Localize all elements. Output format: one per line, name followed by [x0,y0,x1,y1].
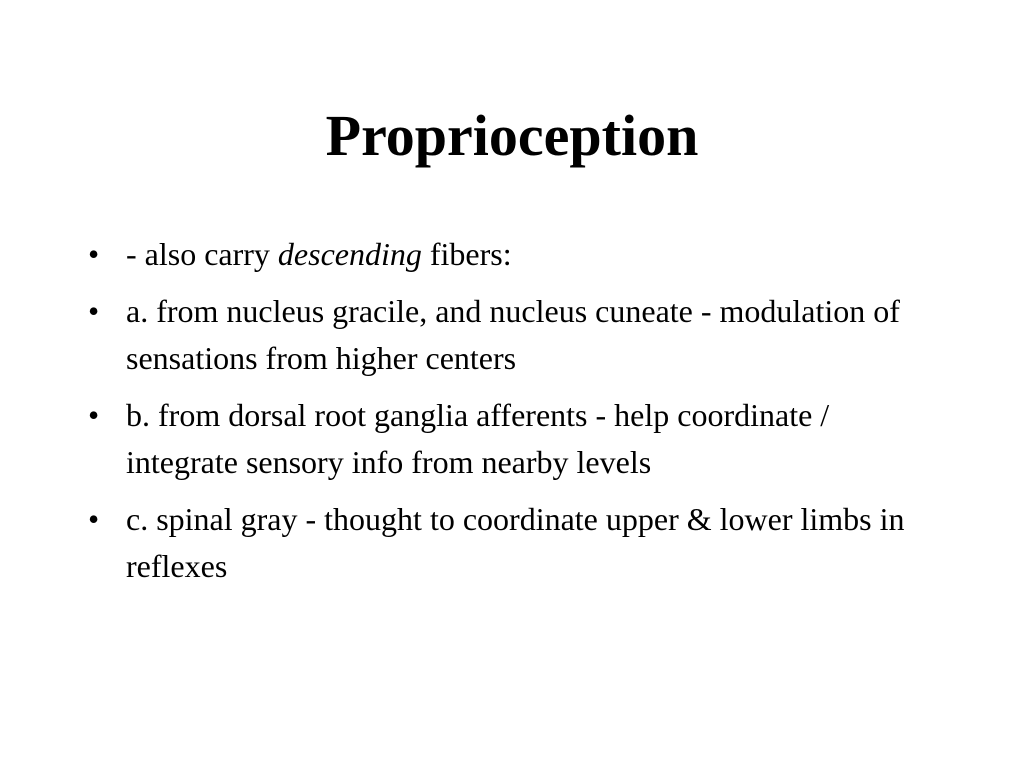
bullet-dot-icon: • [88,501,100,537]
bullet-item-spinal-gray [88,496,908,590]
bullet-dot-icon: • [88,293,100,329]
bullet-text: a. from nucleus gracile, and nucleus cuneate - modulation of sensations from higher centers [126,293,900,376]
bullet-item-descending [88,231,908,278]
bullet-text: b. from dorsal root ganglia afferents - help coordinate / integrate sensory info from nearby levels [126,397,830,480]
bullet-text-before: - also carry [126,236,278,272]
bullet-text-emphasis: descending [277,236,422,272]
bullet-dot-icon: • [88,236,100,272]
bullet-item-nucleus [88,288,908,382]
bullet-dot-icon: • [88,397,100,433]
slide-title: Proprioception [325,103,699,168]
bullet-item-dorsal-root [88,392,908,486]
bullet-list [88,231,908,600]
bullet-text: c. spinal gray - thought to coordinate upper & lower limbs in reflexes [126,501,905,584]
bullet-text-after: fibers: [421,236,512,272]
